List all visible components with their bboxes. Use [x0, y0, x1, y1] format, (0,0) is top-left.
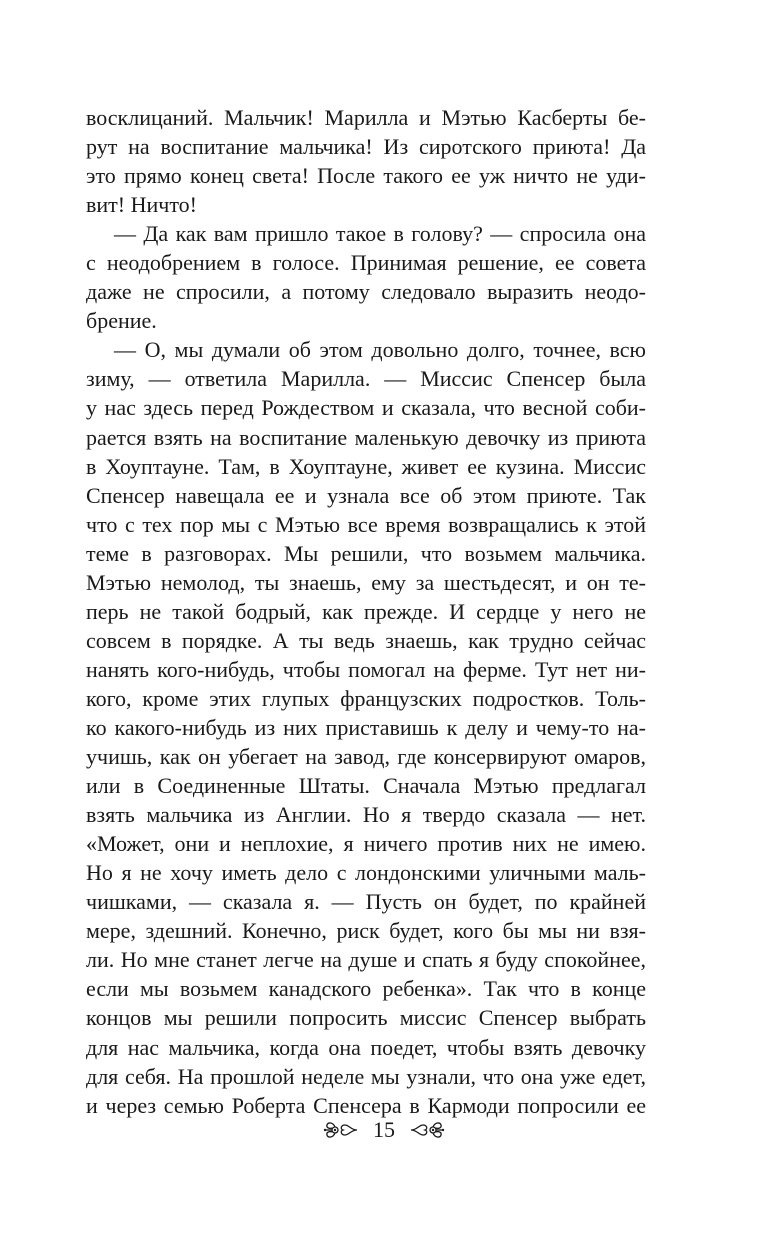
- text-line: ли. Но мне станет легче на душе и спать я буду спокойнее,: [86, 947, 646, 973]
- text-line: если мы возьмем канадского ребенка». Так что в конце: [86, 976, 646, 1002]
- text-line: ко какого-нибудь из них приставишь к делу и чему-то на-: [86, 714, 646, 740]
- text-line: — О, мы думали об этом довольно долго, точнее, всю: [114, 337, 646, 363]
- text-line: взять мальчика из Англии. Но я твердо сказала — нет.: [86, 802, 646, 828]
- text-line: в Хоуптауне. Там, в Хоуптауне, живет ее кузина. Миссис: [86, 453, 646, 479]
- text-line: для нас мальчика, когда она поедет, чтобы взять девочку: [86, 1034, 646, 1060]
- text-line: учишь, как он убегает на завод, где консервируют омаров,: [86, 744, 646, 770]
- body-text: [86, 103, 646, 1120]
- text-line: мере, здешний. Конечно, риск будет, кого бы мы ни взя-: [86, 918, 646, 944]
- text-line: — Да как вам пришло такое в голову? — спросила она: [114, 221, 646, 247]
- text-line: брение.: [86, 308, 157, 334]
- text-line: что с тех пор мы с Мэтью все время возвращались к этой: [86, 511, 646, 537]
- text-line: теме в разговорах. Мы решили, что возьмем мальчика.: [86, 540, 646, 566]
- text-line: кого, кроме этих глупых французских подростков. Толь-: [86, 685, 646, 711]
- text-line: нанять кого-нибудь, чтобы помогал на ферме. Тут нет ни-: [86, 656, 646, 682]
- left-ornament-icon: [323, 1119, 359, 1141]
- text-line: концов мы решили попросить миссис Спенсер выбрать: [86, 1005, 646, 1031]
- text-line: Спенсер навещала ее и узнала все об этом приюте. Так: [86, 482, 646, 508]
- text-line: для себя. На прошлой неделе мы узнали, что она уже едет,: [86, 1063, 646, 1089]
- text-line: даже не спросили, а потому следовало выразить неодо-: [86, 279, 646, 305]
- text-line: и через семью Роберта Спенсера в Кармоди попросили ее: [86, 1092, 646, 1118]
- text-line: Мэтью немолод, ты знаешь, ему за шестьдесят, и он те-: [86, 569, 646, 595]
- page-footer: [0, 1110, 768, 1150]
- text-line: зиму, — ответила Марилла. — Миссис Спенсер была: [86, 366, 646, 392]
- text-line: рается взять на воспитание маленькую девочку из приюта: [86, 424, 646, 450]
- text-line: с неодобрением в голосе. Принимая решение, ее совета: [86, 250, 646, 276]
- text-line: рут на воспитание мальчика! Из сиротского приюта! Да: [86, 134, 646, 160]
- right-ornament-icon: [409, 1119, 445, 1141]
- text-line: «Может, они и неплохие, я ничего против них не имею.: [86, 831, 646, 857]
- text-line: перь не такой бодрый, как прежде. И сердце у него не: [86, 598, 646, 624]
- text-line: или в Соединенные Штаты. Сначала Мэтью предлагал: [86, 773, 646, 799]
- text-line: это прямо конец света! После такого ее уж ничто не уди-: [86, 163, 646, 189]
- text-line: Но я не хочу иметь дело с лондонскими уличными маль-: [86, 860, 646, 886]
- page-number: 15: [373, 1117, 395, 1142]
- text-line: вит! Ничто!: [86, 192, 197, 218]
- text-line: у нас здесь перед Рождеством и сказала, что весной соби-: [86, 395, 646, 421]
- text-line: восклицаний. Мальчик! Марилла и Мэтью Касберты бе-: [86, 105, 646, 130]
- text-line: совсем в порядке. А ты ведь знаешь, как трудно сейчас: [86, 627, 646, 653]
- text-line: чишками, — сказала я. — Пусть он будет, по крайней: [86, 889, 646, 915]
